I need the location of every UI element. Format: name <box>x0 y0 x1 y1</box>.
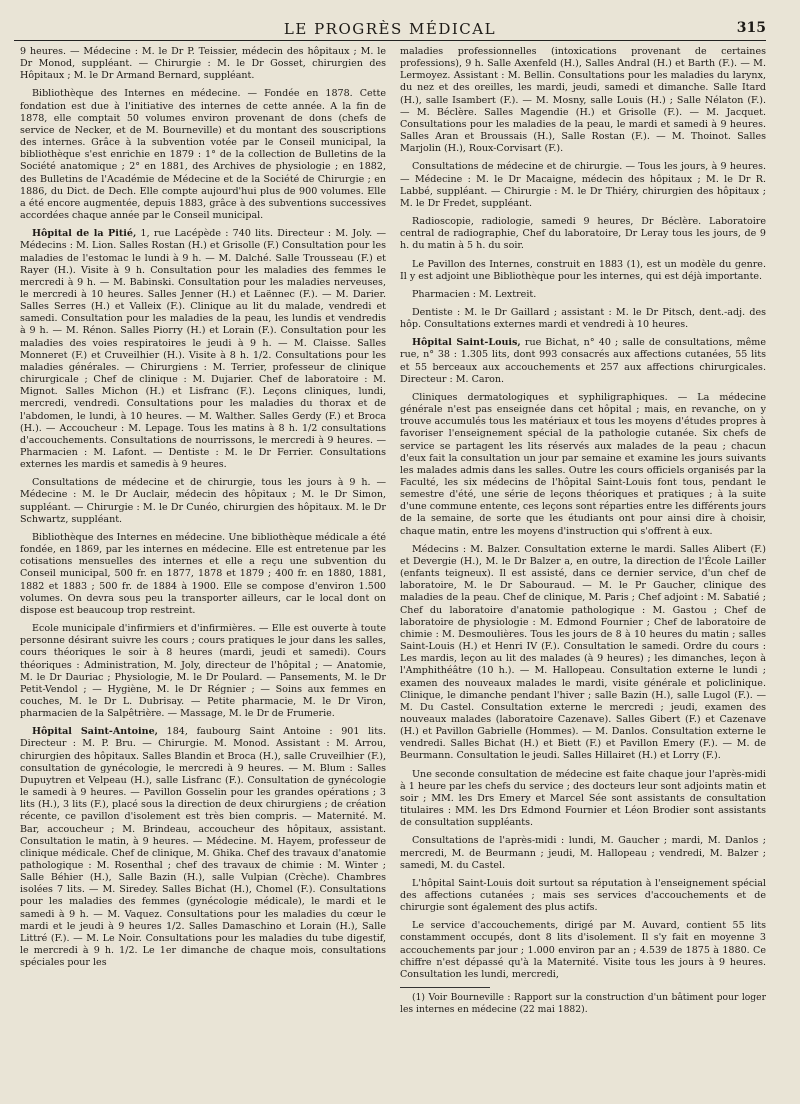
left-column <box>20 46 386 1088</box>
paragraph: Bibliothèque des Internes en médecine. Une bibliothèque médicale a été fondée, en 1869, par les internes en médecine. Elle est entretenue par les cotisations mensuelles des internes et elle a reçu une subvention du Conseil municipal, 500 fr. en 1877, 1878 et 1879 ; 400 fr. en 1880, 1881, 1882 et 1883 ; 500 fr. de 1884 à 1900. Elle se compose d'environ 1.500 volumes. On devra sous peu la transporter ailleurs, car le local dont on dispose est beaucoup trop restreint. <box>20 531 386 616</box>
paragraph: Ecole municipale d'infirmiers et d'infirmières. — Elle est ouverte à toute personne désirant suivre les cours ; cours pratiques le jour dans les salles, cours théoriques le soir à 8 heures (mardi, jeudi et samedi). Cours théoriques : Administration, M. Joly, directeur de l'hôpital ; — Anatomie, M. le Dr Dauriac ; Physiologie, M. le Dr Poulard. — Pansements, M. le Dr Petit-Vendol ; — Hygiène, M. le Dr Régnier ; — Soins aux femmes en couches, M. le Dr L. Dubrisay. — Petite pharmacie, M. le Dr Viron, pharmacien de la Salpêtrière. — Massage, M. le Dr de Frumerie. <box>20 623 386 720</box>
section-heading: Hôpital de la Pitié, <box>32 228 137 240</box>
paragraph: Consultations de l'après-midi : lundi, M. Gaucher ; mardi, M. Danlos ; mercredi, M. de Beurmann ; jeudi, M. Hallopeau ; vendredi, M. Balzer ; samedi, M. du Castel. <box>400 835 766 871</box>
page-number: 315 <box>736 20 766 36</box>
footnote: (1) Voir Bourneville : Rapport sur la construction d'un bâtiment pour loger les internes en médecine (22 mai 1882). <box>400 992 766 1015</box>
section-body: rue Bichat, n° 40 ; salle de consultations, même rue, n° 38 : 1.305 lits, dont 993 consacrés aux affections cutanées, 55 lits et 55 berceaux aux accouchements et 257 aux affections chirurgicales. Directeur : M. Caron. <box>400 337 766 385</box>
footnote-divider <box>400 987 490 988</box>
section-saint-louis <box>400 337 766 386</box>
journal-title: LE PROGRÈS MÉDICAL <box>283 20 497 38</box>
paragraph: Consultations de médecine et de chirurgie, tous les jours à 9 h. — Médecine : M. le Dr Auclair, médecin des hôpitaux ; M. le Dr Simon, suppléant. — Chirurgie : M. le Dr Cunéo, chirurgien des hôpitaux. M. le Dr Schwartz, suppléant. <box>20 477 386 525</box>
paragraph: Médecins : M. Balzer. Consultation externe le mardi. Salles Alibert (F.) et Devergie (H.), M. le Dr Balzer a, en outre, la direction de l'École Lailler (enfants teigneux). Il est assisté, dans ce dernier service, d'un chef de laboratoire, M. le Dr Sabouraud. — M. le Pr Gaucher, clinique des maladies de la peau. Chef de clinique, M. Paris ; Chef adjoint : M. Sabatié ; Chef du laboratoire d'anatomie pathologique : M. Gastou ; Chef de laboratoire de physiologie : M. Edmond Fournier ; Chef de laboratoire de chimie : M. Desmoulières. Tous les jours de 8 à 10 heures du matin ; salles Saint-Louis (H.) et Henri IV (F.). Consultation le samedi. Ordre du cours : Les mardis, leçon au lit des malades (à 9 heures) ; les dimanches, leçon à l'Amphithéâtre (10 h.). — M. Hallopeau. Consultation externe le lundi ; examen des nouveaux malades le mardi, visite générale et policlinique. Clinique, le dimanche pendant l'hiver ; salle Bazin (H.), salle Lugol (F.). — M. Du Castel. Consultation externe le mercredi ; jeudi, examen des nouveaux malades (laboratoire Cazenave). Salles Gibert (F.) et Cazenave (H.) et Pavillon Gabrielle (Hommes). — M. Danlos. Consultation externe le vendredi. Salles Bichat (H.) et Biett (F.) et Pavillon Emery (F.). — M. de Beurmann. Consultation le jeudi. Salles Hillairet (H.) et Lorry (F.). <box>400 543 766 762</box>
paragraph: Dentiste : M. le Dr Gaillard ; assistant : M. le Dr Pitsch, dent.-adj. des hôp. Consultations externes mardi et vendredi à 10 heures. <box>400 306 766 331</box>
paragraph: Consultations de médecine et de chirurgie. — Tous les jours, à 9 heures. — Médecine : M. le Dr Macaigne, médecin des hôpitaux ; M. le Dr R. Labbé, suppléant. — Chirurgie : M. le Dr Thiéry, chirurgien des hôpitaux ; M. le Dr Fredet, suppléant. <box>400 161 766 209</box>
paragraph: L'hôpital Saint-Louis doit surtout sa réputation à l'enseignement spécial des affections cutanées ; mais ses services d'accouchements et de chirurgie sont également des plus actifs. <box>400 877 766 914</box>
paragraph: Pharmacien : M. Lextreit. <box>412 288 537 300</box>
section-heading: Hôpital Saint-Louis, <box>412 337 521 349</box>
right-column <box>400 46 766 1088</box>
paragraph: 9 heures. — Médecine : M. le Dr P. Teissier, médecin des hôpitaux ; M. le Dr Monod, suppléant. — Chirurgie : M. le Dr Gosset, chirurgien des Hôpitaux ; M. le Dr Armand Bernard, suppléant. <box>20 46 386 82</box>
paragraph: Cliniques dermatologiques et syphiligraphiques. — La médecine générale n'est pas enseignée dans cet hôpital ; mais, en revanche, on y trouve accumulés tous les matériaux et tous les moyens d'études propres à favoriser l'enseignement spécial de la pathologie cutanée. Six chefs de service se partagent les lits réservés aux malades de la peau ; chacun d'eux fait la consultation un jour par semaine et examine les jours suivants les malades admis dans les salles. Outre les cours officiels organisés par la Faculté, les six médecins de l'hôpital Saint-Louis font tous, pendant le semestre d'été, une série de leçons théoriques et pratiques ; à la suite d'une commune entente, ces leçons sont réparties entre les différents jours de la semaine, de sorte que les étudiants ont pour ainsi dire à choisir, chaque matin, entre les moyens d'instruction qui s'offrent à eux. <box>400 391 766 537</box>
section-pitie <box>20 228 386 471</box>
paragraph: maladies professionnelles (intoxications provenant de certaines professions), 9 h. Salle Axenfeld (H.), Salles Andral (H.) et Barth (F.). — M. Lermoyez. Assistant : M. Bellin. Consultations pour les maladies du larynx, du nez et des oreilles, les mardi, jeudi, samedi et dimanche. Salle Itard (H.), salle Isambert (F.). — M. Mosny, salle Louis (H.) ; Salle Nélaton (F.). — M. Béclère. Salles Magendie (H.) et Grisolle (F.). — M. Jacquet. Consultations pour les maladies de la peau, le mardi et samedi à 9 heures. Salles Aran et Broussais (H.), Salle Rostan (F.). — M. Thoinot. Salles Marjolin (H.), Roux-Corvisart (F.). <box>400 46 766 155</box>
paragraph: Le service d'accouchements, dirigé par M. Auvard, contient 55 lits constamment occupés, dont 8 lits d'isolement. Il s'y fait en moyenne 3 accouchements par jour ; 1.000 environ par an ; 4.539 de 1875 à 1880. Ce chiffre n'est dépassé qu'à la Maternité. Visite tous les jours à 9 heures. Consultation les lundi, mercredi, <box>400 920 766 980</box>
section-saint-antoine <box>20 726 386 969</box>
paragraph: Le Pavillon des Internes, construit en 1883 (1), est un modèle du genre. Il y est adjoint une Bibliothèque pour les internes, qui est déjà importante. <box>400 258 766 282</box>
section-body: 1, rue Lacépède : 740 lits. Directeur : M. Joly. — Médecins : M. Lion. Salles Rostan (H.) et Grisolle (F.) Consultation pour les maladies de l'estomac le lundi à 9 h. — M. Dalché. Salle Trousseau (F.) et Rayer (H.). Visite à 9 h. Consultation pour les maladies des femmes le mercredi à 9 h. — M. Babinski. Consultation pour les maladies nerveuses, le mercredi à 10 heures. Salles Jenner (H.) et Laënnec (F.). — M. Darier. Salles Serres (H.) et Valleix (F.). Clinique au lit du malade, vendredi et samedi. Consultation pour les maladies de la peau, les lundis et vendredis à 9 h. — M. Rénon. Salles Piorry (H.) et Lorain (F.). Consultation pour les maladies des voies respiratoires le jeudi à 9 h. — M. Claisse. Salles Monneret (F.) et Cruveilhier (H.). Visite à 8 h. 1/2. Consultations pour les maladies générales. — Chirurgiens : M. Terrier, professeur de clinique chirurgicale ; Chef de clinique : M. Dujarier. Chef de laboratoire : M. Mignot. Salles Michon (H.) et Lisfranc (F.). Leçons cliniques, lundi, mercredi, vendredi. Consultations pour les maladies du thorax et de l'abdomen, le lundi, à 10 heures. — M. Walther. Salles Gerdy (F.) et Broca (H.). — Accoucheur : M. Lepage. Tous les matins à 8 h. 1/2 consultations d'accouchements. Consultations de nourrissons, le mercredi à 9 heures. — Pharmacien : M. Lafont. — Dentiste : M. le Dr Ferrier. Consultations externes les mardis et samedis à 9 heures. <box>20 228 386 471</box>
section-heading: Hôpital Saint-Antoine, <box>32 726 158 738</box>
page-header <box>14 18 766 41</box>
paragraph: Bibliothèque des Internes en médecine. — Fondée en 1878. Cette fondation est due à l'initiative des internes de cette année. A la fin de 1878, elle comptait 50 volumes environ provenant de dons (chefs de service de Necker, et de M. Bourneville) et du montant des souscriptions des internes. Grâce à la subvention votée par le Conseil municipal, la bibliothèque s'est enrichie en 1879 : 1° de la collection de Bulletins de la Société anatomique ; 2° en 1881, des Archives de physiologie ; en 1882, des Bulletins de l'Académie de Médecine et de la Société de Chirurgie ; en 1886, du Dict. de Dech. Elle compte aujourd'hui plus de 900 volumes. Elle a été encore augmentée, depuis 1883, grâce à des subventions successives accordées chaque année par le Conseil municipal. <box>20 88 386 222</box>
paragraph: Une seconde consultation de médecine est faite chaque jour l'après-midi à 1 heure par les chefs du service ; des docteurs leur sont adjoints matin et soir ; MM. les Drs Emery et Marcel Sée sont assistants de consultation titulaires : MM. les Drs Edmond Fournier et Léon Brodier sont assistants de consultation suppléants. <box>400 768 766 829</box>
paragraph: Radioscopie, radiologie, samedi 9 heures, Dr Béclère. Laboratoire central de radiographie, Chef du laboratoire, Dr Leray tous les jours, de 9 h. du matin à 5 h. du soir. <box>400 216 766 252</box>
section-body: 184, faubourg Saint Antoine : 901 lits. Directeur : M. P. Bru. — Chirurgie. M. Monod. Assistant : M. Arrou, chirurgien des hôpitaux. Salles Blandin et Broca (H.), salle Cruveilhier (F.), consultation de gynécologie, le mercredi à 9 heures. — M. Blum : Salles Dupuytren et Velpeau (H.), salle Lisfranc (F.). Consultation de gynécologie le samedi à 9 heures. — Pavillon Gosselin pour les grandes opérations ; 3 lits (H.), 3 lits (F.), placé sous la direction de deux chirurgiens ; de création récente, ce pavillon d'isolement est très bien compris. — Maternité. M. Bar, accoucheur ; M. Brindeau, accoucheur des hôpitaux, assistant. Consultation le matin, à 9 heures. — Médecine. M. Hayem, professeur de clinique médicale. Chef de clinique, M. Ghika. Chef des travaux d'anatomie pathologique : M. Rosenthal ; chef des travaux de chimie : M. Winter ; Salle Béhier (H.), Salle Bazin (H.), salle Vulpian (Crèche). Chambres isolées 7 lits. — M. Siredey. Salles Bichat (H.), Chomel (F.). Consultations pour les maladies des femmes (gynécologie médicale), le mardi et le samedi à 9 h. — M. Vaquez. Consultations pour les maladies du cœur le mardi et le jeudi à 9 heures 1/2. Salles Damaschino et Lorain (H.), Salle Littré (F.). — M. Le Noir. Consultations pour les maladies du tube digestif, le mercredi à 9 h. 1/2. Le 1er dimanche de chaque mois, consultations spéciales pour les <box>20 726 386 969</box>
